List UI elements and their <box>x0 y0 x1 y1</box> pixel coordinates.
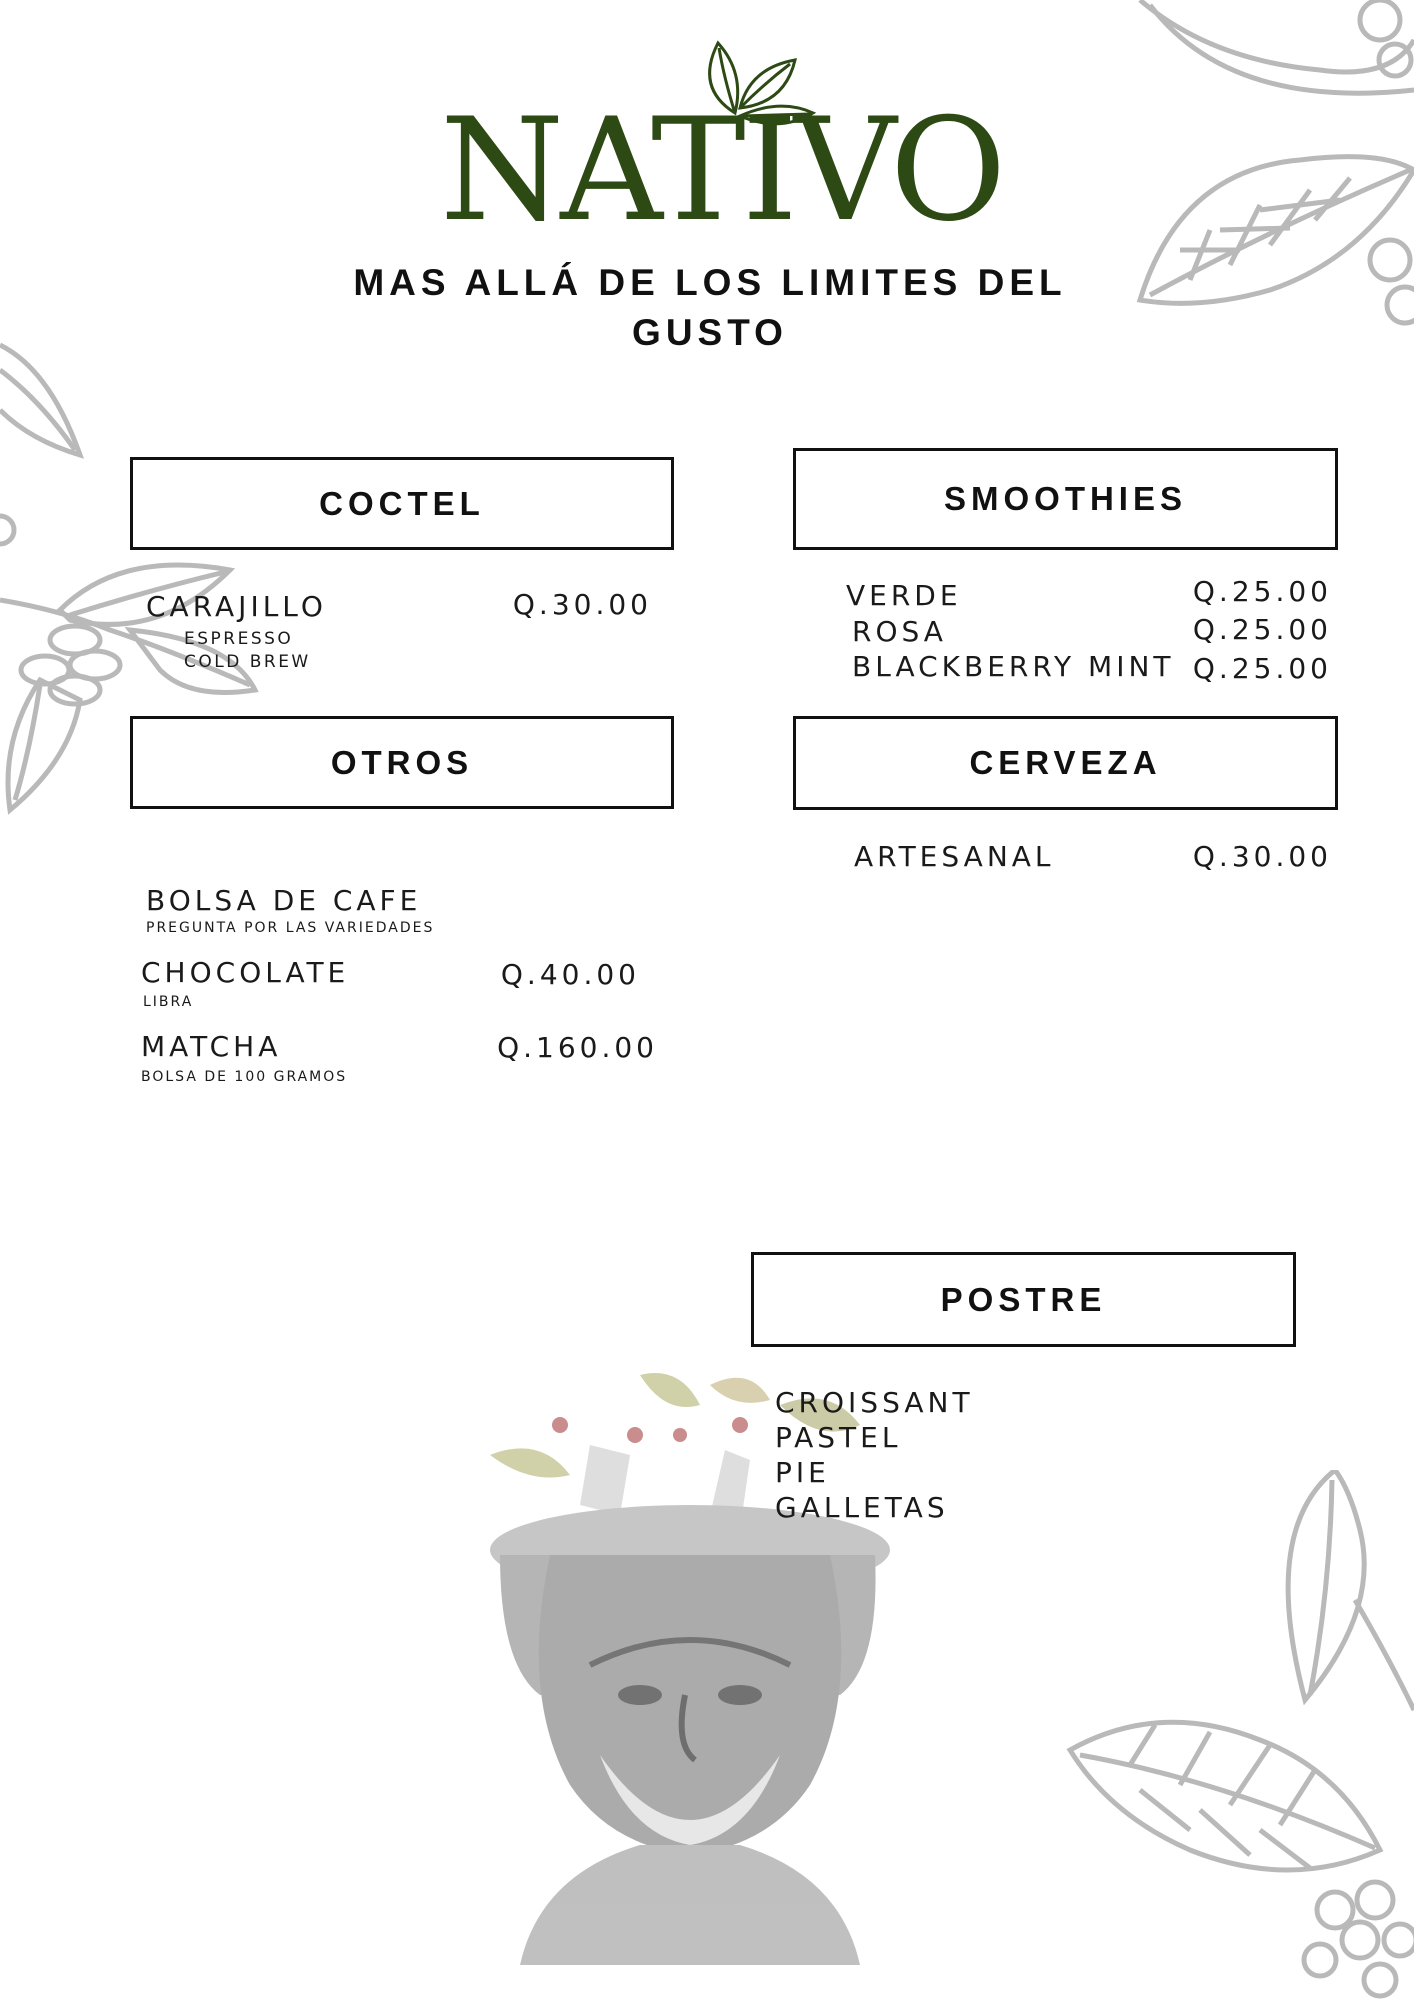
menu-item-price: Q.30.00 <box>1192 840 1332 873</box>
menu-item-detail: PREGUNTA POR LAS VARIEDADES <box>146 920 435 936</box>
brand-logo <box>440 28 1003 253</box>
menu-item-name: VERDE <box>846 579 962 612</box>
menu-item-name: CROISSANT <box>775 1386 974 1419</box>
menu-item-name: CHOCOLATE <box>141 956 350 989</box>
menu-item-name: BOLSA DE CAFE <box>146 884 422 917</box>
section-header-postre: POSTRE <box>751 1252 1296 1347</box>
tagline-line-1: MAS ALLÁ DE LOS LIMITES DEL <box>353 262 1067 303</box>
menu-item-detail: ESPRESSO <box>184 629 294 649</box>
menu-item-name: BLACKBERRY MINT <box>852 650 1175 683</box>
menu-item-name: PASTEL <box>775 1421 902 1454</box>
menu-item-name: ARTESANAL <box>854 840 1055 873</box>
menu-item-price: Q.25.00 <box>1192 613 1332 646</box>
menu-item-detail: BOLSA DE 100 GRAMOS <box>141 1069 348 1085</box>
menu-item-name: CARAJILLO <box>146 590 327 623</box>
menu-item-price: Q.40.00 <box>500 958 640 991</box>
tagline <box>300 258 1120 358</box>
tagline-line-2: GUSTO <box>632 312 788 353</box>
section-header-otros: OTROS <box>130 716 674 809</box>
elder-portrait-illustration <box>480 1365 900 1965</box>
menu-item-price: Q.25.00 <box>1192 652 1332 685</box>
menu-item-detail: LIBRA <box>143 994 194 1010</box>
coffee-branch-illustration <box>1060 1470 1414 2000</box>
menu-item-price: Q.160.00 <box>497 1031 658 1064</box>
menu-item-name: MATCHA <box>141 1030 282 1063</box>
menu-item-detail: COLD BREW <box>184 652 311 672</box>
coffee-branch-illustration <box>1120 0 1414 340</box>
menu-item-name: GALLETAS <box>775 1491 949 1524</box>
menu-item-name: PIE <box>775 1456 830 1489</box>
section-header-smoothies: SMOOTHIES <box>793 448 1338 550</box>
menu-item-price: Q.25.00 <box>1192 575 1332 608</box>
menu-item-price: Q.30.00 <box>512 588 652 621</box>
menu-item-name: ROSA <box>852 615 947 648</box>
brand-name: NATIVO <box>440 88 1003 253</box>
section-header-coctel: COCTEL <box>130 457 674 550</box>
section-header-cerveza: CERVEZA <box>793 716 1338 810</box>
